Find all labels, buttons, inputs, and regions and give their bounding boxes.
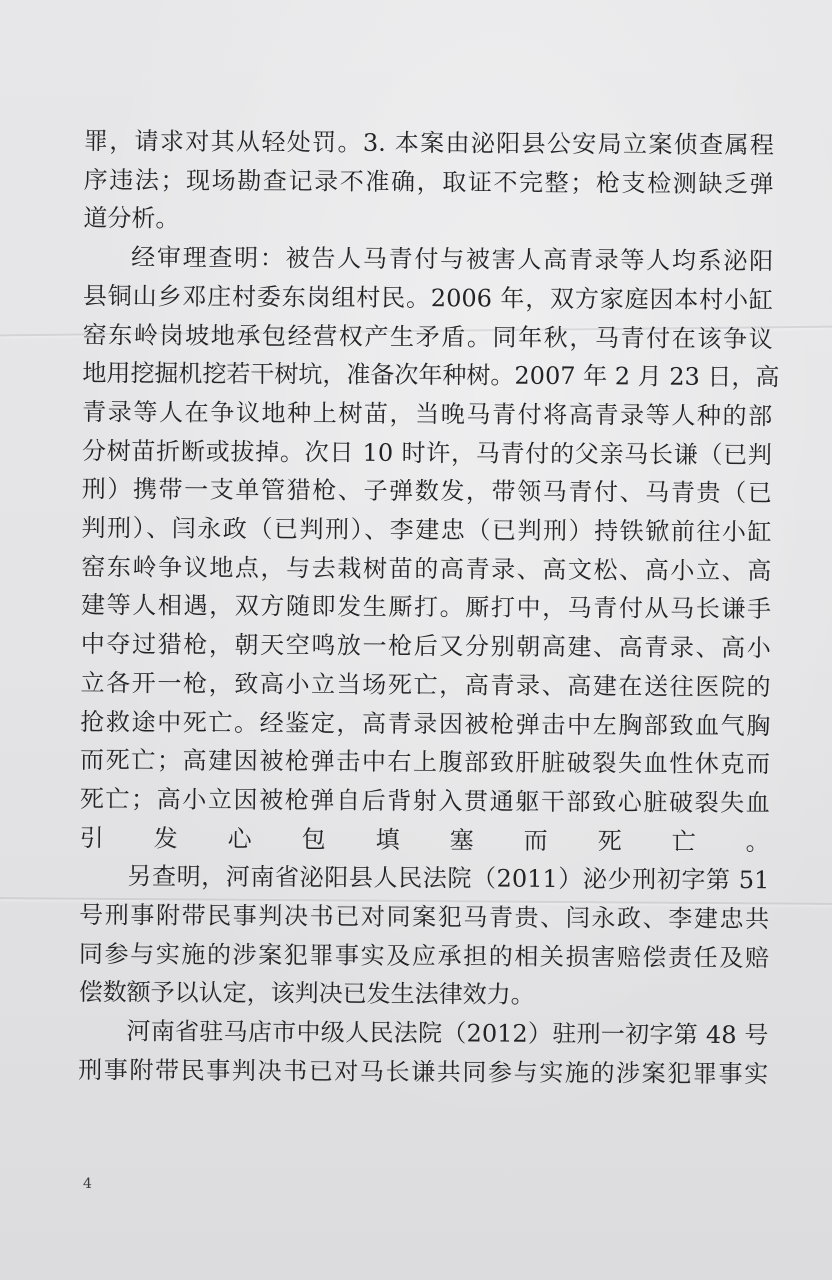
text-line: 引发心包填塞而死亡。 [79,823,770,856]
text-line: 窑东岭岗坡地承包经营权产生矛盾。同年秋，马青付在该争议 [82,320,773,353]
text-line: 号刑事附带民事判决书已对同案犯马青贵、闫永政、李建忠共 [79,901,770,934]
text-line: 中夺过猎枪，朝天空鸣放一枪后又分别朝高建、高青录、高小 [80,630,771,663]
text-line: 青录等人在争议地种上树苗，当晚马青付将高青录等人种的部 [82,397,773,431]
text-line: 判刑）、闫永政（已判刑）、李建忠（已判刑）持铁锨前往小缸 [81,514,772,547]
paragraph-defense-claims [83,122,774,242]
text-line: 河南省驻马店市中级人民法院（2012）驻刑一初字第 48 号 [126,1017,769,1050]
paragraph-findings [79,238,780,861]
text-line: 立各开一枪，致高小立当场死亡，高青录、高建在送往医院的 [80,668,771,702]
text-line: 建等人相遇，双方随即发生厮打。厮打中，马青付从马长谦手 [80,591,772,624]
text-line: 地用挖掘机挖若干树坑，准备次年种树。2007 年 2 月 23 日，高 [82,359,780,392]
text-line: 分树苗折断或拔掉。次日 10 时许，马青付的父亲马长谦（已判 [81,436,773,469]
text-line: 抢救途中死亡。经鉴定，高青录因被枪弹击中左胸部致血气胸 [80,707,771,740]
text-line: 经审理查明：被告人马青付与被害人高青录等人均系泌阳 [131,243,774,276]
text-line: 县铜山乡邓庄村委东岗组村民。2006 年，双方家庭因本村小缸 [82,281,774,315]
text-line: 死亡；高小立因被枪弹自后背射入贯通躯干部致心脏破裂失血 [79,784,770,818]
text-line: 同参与实施的涉案犯罪事实及应承担的相关损害赔偿责任及赔 [78,939,769,972]
text-line: 刑事附带民事判决书已对马长谦共同参与实施的涉案犯罪事实 [78,1055,769,1089]
text-line: 另查明，河南省泌阳县人民法院（2011）泌少刑初字第 51 [127,862,770,895]
document-body [78,122,780,1094]
paragraph-related-judgment-2012 [78,1012,768,1094]
text-line: 序违法；现场勘查记录不准确，取证不完整；枪支检测缺乏弹 [83,165,774,198]
page-number: 4 [83,1176,92,1192]
text-line: 偿数额予以认定，该判决已发生法律效力。 [78,978,535,1010]
text-line: 道分析。 [83,204,180,233]
paragraph-related-judgment-2011 [79,857,770,1016]
text-line: 刑）携带一支单管猎枪、子弹数发，带领马青付、马青贵（已 [81,475,772,508]
text-line: 窑东岭争议地点，与去栽树苗的高青录、高文松、高小立、高 [81,552,772,585]
text-line: 罪，请求对其从轻处罚。3. 本案由泌阳县公安局立案侦查属程 [83,126,774,160]
text-line: 而死亡；高建因被枪弹击中右上腹部致肝脏破裂失血性休克而 [80,746,771,779]
